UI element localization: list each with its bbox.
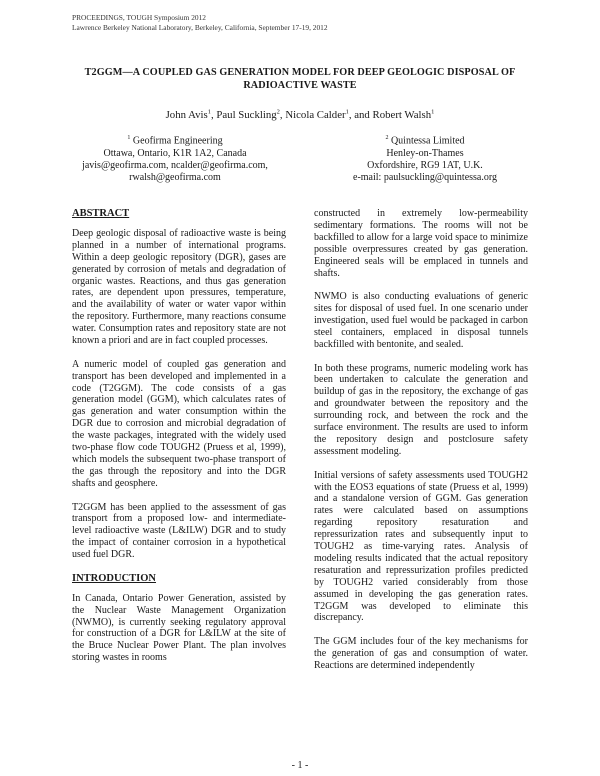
affiliation-1: [60, 132, 290, 185]
affiliation-address: Oxfordshire, RG9 1AT, U.K.: [367, 159, 483, 171]
body-paragraph: constructed in extremely low-permeability sedimentary formations. The rooms will not be backfilled to allow for a large void space to minimize possible overpressures created by gas generation. Engineered seals will be emplaced in tunnels and shafts.: [314, 208, 528, 279]
proceedings-header: [72, 13, 328, 32]
title-line-1: T2GGM—A COUPLED GAS GENERATION MODEL FOR DEEP GEOLOGIC DISPOSAL OF: [84, 67, 516, 78]
author: Nicola Calder$^1$, and: [285, 108, 373, 121]
author: Paul Suckling$^2$,: [216, 108, 286, 121]
affiliation-email: rwalsh@geofirma.com: [129, 172, 221, 184]
affiliation-address: Henley-on-Thames: [386, 147, 464, 159]
left-column: [72, 208, 286, 676]
author: John Avis$^1$,: [165, 108, 217, 121]
introduction-heading: INTRODUCTION: [72, 572, 157, 584]
body-paragraph: In both these programs, numeric modeling work has been undertaken to calculate the generation and buildup of gas in the repository, the exchange of gas and groundwater between the repository and the surrounding rock, and between the rock and the surface environment. The results are used to inform the repository design and postclosure safety assessment modeling.: [314, 362, 528, 457]
right-column: [314, 208, 528, 684]
introduction-paragraph: In Canada, Ontario Power Generation, assisted by the Nuclear Waste Management Organization (NWMO), is currently seeking regulatory approval for construction of a DGR for L&ILW at the site of the Bruce Nuclear Power Plant. The plan involves storing wastes in rooms: [72, 592, 286, 664]
affiliation-address: Ottawa, Ontario, K1R 1A2, Canada: [103, 147, 247, 159]
affiliation-org: $^2$ Quintessa Limited: [385, 135, 465, 147]
paper-title: [60, 67, 540, 92]
abstract-paragraph: A numeric model of coupled gas generation and transport has been developed and implemented in a code (T2GGM). The code consists of a gas generation model (GGM), which calculates rates of gas generation and water consumption within the DGR due to corrosion and microbial degradation of the waste packages, integrated with the widely used two-phase flow code TOUGH2 (Pruess et al, 1999), which models the subsequent two-phase transport of the gas through the repository and into the DGR shafts and geosphere.: [72, 358, 286, 489]
page-number: - 1 -: [291, 760, 309, 771]
body-paragraph: NWMO is also conducting evaluations of generic sites for disposal of used fuel. In one scenario under investigation, used fuel would be packaged in carbon steel containers, emplaced in disposal tunnels backfilled with bentonite, and sealed.: [314, 291, 528, 350]
body-paragraph: The GGM includes four of the key mechanisms for the generation of gas and consumption of water. Reactions are determined independently: [314, 636, 528, 671]
title-line-2: RADIOACTIVE WASTE: [243, 79, 357, 91]
header-line-1: PROCEEDINGS, TOUGH Symposium 2012: [72, 13, 207, 22]
affiliation-email: javis@geofirma.com, ncalder@geofirma.com,: [82, 159, 268, 171]
affiliation-email: e-mail: paulsuckling@quintessa.org: [353, 172, 497, 184]
abstract-paragraph: Deep geologic disposal of radioactive waste is being planned in a number of international programs. Within a deep geologic repository (DGR), gases are generated by corrosion of metals and degradation of organic wastes. Reactions, and thus gas generation rates, are dependent upon pressures, temperature, and the availability of water or water vapor within the repository. Furthermore, many reactions consume water. Consumption rates and repository state are not known a priori and are in fact coupled processes.: [72, 227, 286, 347]
body-paragraph: Initial versions of safety assessments used TOUGH2 with the EOS3 equations of state (Pruess et al, 1999) and a standalone version of GGM. Gas generation rates were calculated based on assumptions regarding repository resaturation and repressurization rates and subsequently input to TOUGH2 as time-varying rates. Analysis of modeling results indicated that the actual repository resaturation and repressurization profiles predicted by TOUGH2 varied considerably from those assumed in developing the gas generation rates. T2GGM was developed to eliminate this discrepancy.: [314, 469, 528, 624]
abstract-heading: ABSTRACT: [72, 208, 130, 219]
affiliation-2: [310, 132, 540, 185]
header-line-2: Lawrence Berkeley National Laboratory, Berkeley, California, September 17-19, 2012: [72, 22, 328, 32]
author: Robert Walsh$^1$: [372, 108, 435, 121]
abstract-paragraph: T2GGM has been applied to the assessment of gas transport from a proposed low- and intermediate-level radioactive waste (L&ILW) DGR and to study the impact of container corrosion in a hypothetical used fuel DGR.: [72, 501, 286, 561]
affiliation-org: $^1$ Geofirma Engineering: [127, 135, 223, 147]
author-list: [60, 108, 540, 121]
